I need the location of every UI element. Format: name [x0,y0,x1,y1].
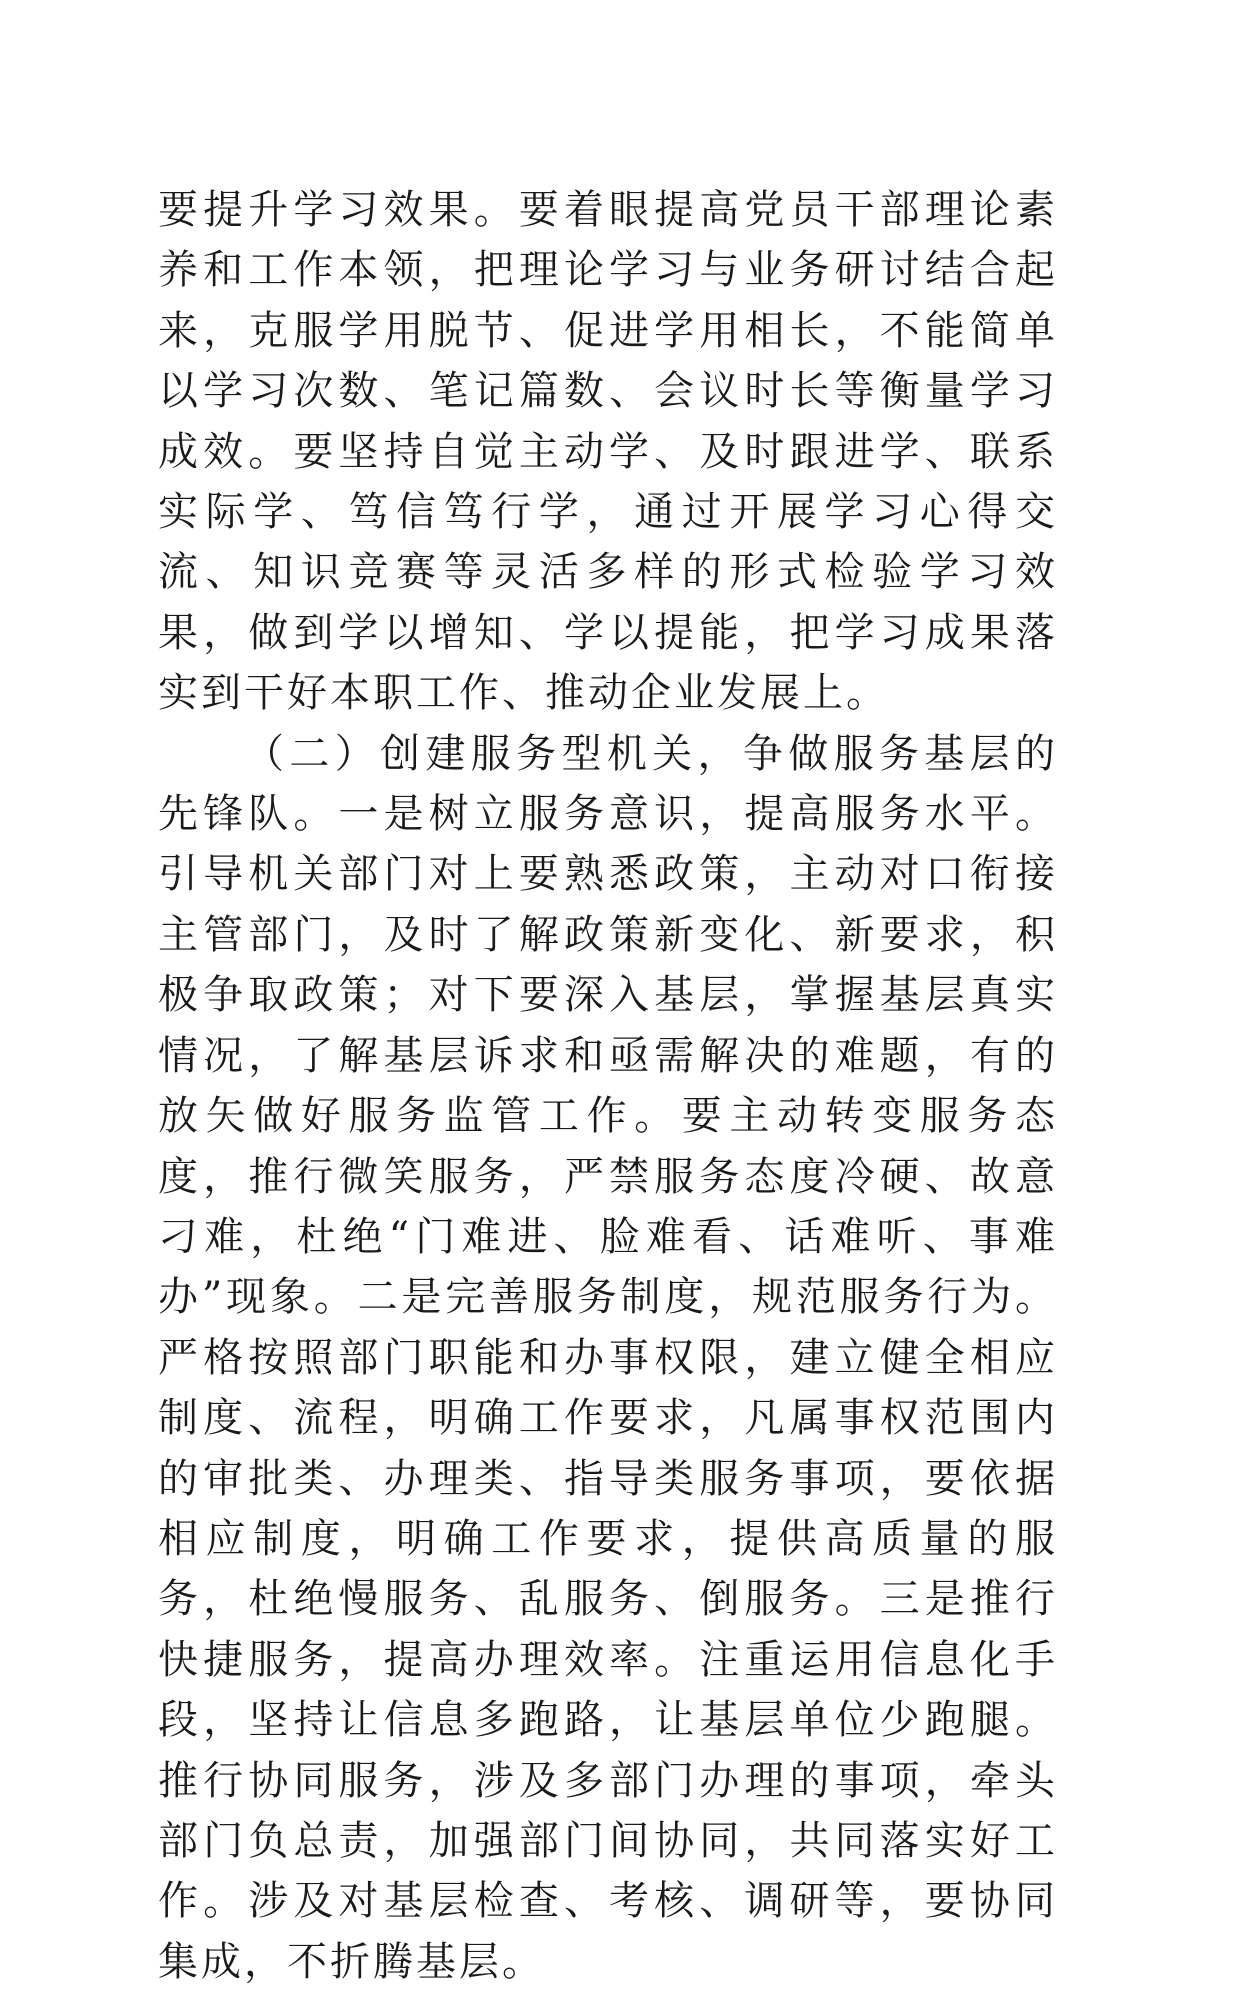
paragraph-service-organ: （二）创建服务型机关，争做服务基层的先锋队。一是树立服务意识，提高服务水平。引导机关部门对上要熟悉政策，主动对口衔接主管部门，及时了解政策新变化、新要求，积极争取政策；对下要深入基层，掌握基层真实情况，了解基层诉求和亟需解决的难题，有的放矢做好服务监管工作。要主动转变服务态度，推行微笑服务，严禁服务态度冷硬、故意刁难，杜绝“门难进、脸难看、话难听、事难办”现象。二是完善服务制度，规范服务行为。严格按照部门职能和办事权限，建立健全相应制度、流程，明确工作要求，凡属事权范围内的审批类、办理类、指导类服务事项，要依据相应制度，明确工作要求，提供高质量的服务，杜绝慢服务、乱服务、倒服务。三是推行快捷服务，提高办理效率。注重运用信息化手段，坚持让信息多跑路，让基层单位少跑腿。推行协同服务，涉及多部门办理的事项，牵头部门负总责，加强部门间协同，共同落实好工作。涉及对基层检查、考核、调研等，要协同集成，不折腾基层。 [158,730,1058,1985]
document-body [158,180,1058,1992]
paragraph-learning-effect: 要提升学习效果。要着眼提高党员干部理论素养和工作本领，把理论学习与业务研讨结合起来，克服学用脱节、促进学用相长，不能简单以学习次数、笔记篇数、会议时长等衡量学习成效。要坚持自觉主动学、及时跟进学、联系实际学、笃信笃行学，通过开展学习心得交流、知识竞赛等灵活多样的形式检验学习效果，做到学以增知、学以提能，把学习成果落实到干好本职工作、推动企业发展上。 [158,187,1058,717]
